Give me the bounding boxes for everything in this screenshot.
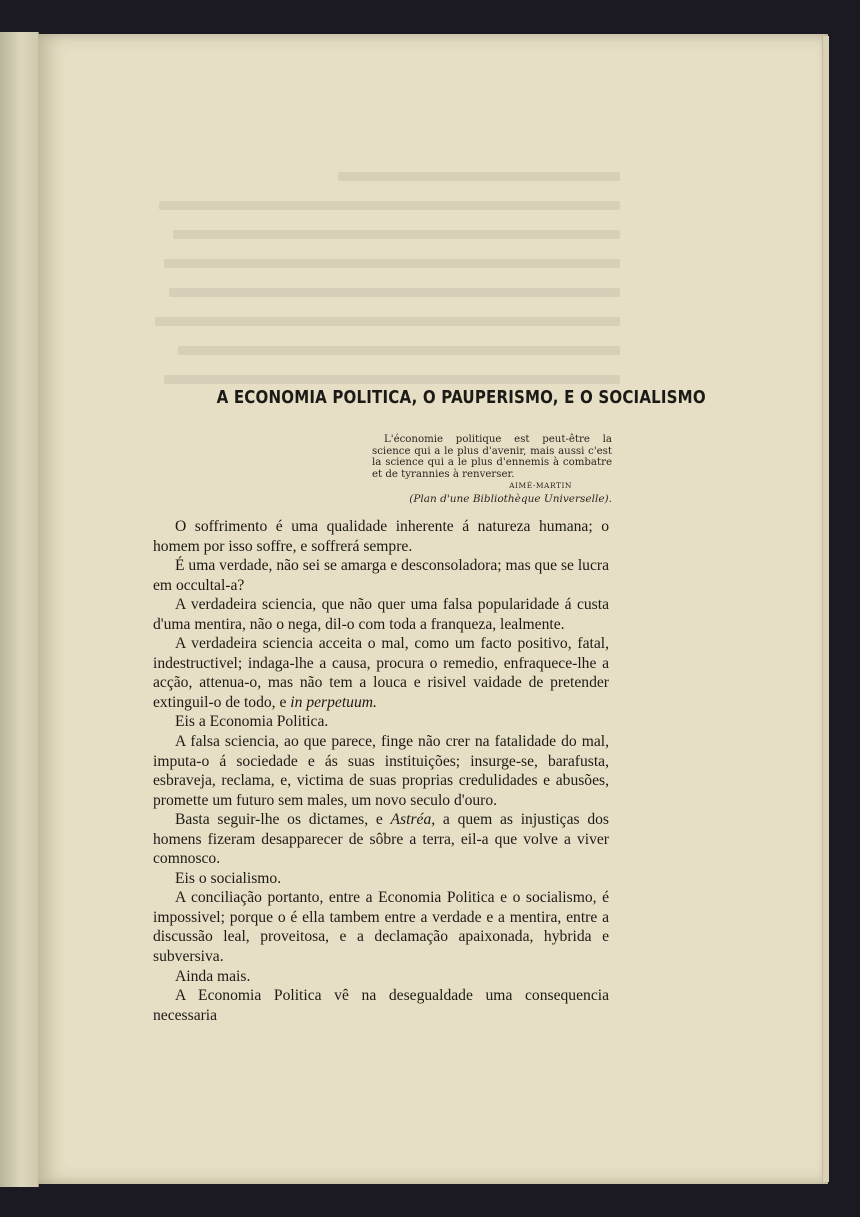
epigraph-source: (Plan d'une Bibliothèque Universelle). <box>409 492 612 505</box>
paragraph: Eis a Economia Politica. <box>175 713 329 731</box>
paragraph: A Economia Politica vê na desegualdade uma consequencia necessaria <box>153 987 609 1024</box>
paragraph-text: a quem as injustiças dos homens fizeram desapparecer de sôbre a terra, eil-a que volve a viver comnosco. <box>153 811 610 868</box>
left-page-edge <box>0 32 39 1187</box>
paragraph: É uma verdade, não sei se amarga e desconsoladora; mas que se lucra em occultal-a? <box>153 557 609 594</box>
italic-phrase: in perpetuum. <box>290 693 377 711</box>
article-body <box>153 517 609 1025</box>
epigraph-quote: L'économie politique est peut-être la science qui a le plus d'avenir, mais aussi c'est la science qui a le plus d'ennemis à combatre et de tyrannies à renverser. <box>372 434 612 480</box>
paragraph-text: Basta seguir-lhe os dictames, e <box>175 811 383 829</box>
paragraph: Ainda mais. <box>175 967 251 985</box>
paragraph: Eis o socialismo. <box>175 869 282 887</box>
paragraph <box>153 634 609 712</box>
epigraph <box>372 434 612 506</box>
paragraph <box>153 810 609 869</box>
italic-phrase: Astréa, <box>390 811 436 829</box>
page-fore-edge <box>822 36 829 1182</box>
article-title: A ECONOMIA POLITICA, O PAUPERISMO, E O SOCIALISMO <box>216 388 706 408</box>
paragraph: A falsa sciencia, ao que parece, finge não crer na fatalidade do mal, imputa-o á sociedade e ás suas instituições; insurge-se, barafusta, esbraveja, reclama, e, victima de suas proprias credulidades e abusões, promette um futuro sem males, um novo seculo d'ouro. <box>153 733 609 809</box>
paragraph-text: A verdadeira sciencia acceita o mal, como um facto positivo, fatal, indestructivel; indaga-lhe a causa, procura o remedio, enfraquece-lhe a acção, attenua-o, mas não tem a louca e risivel vaidade de pretender extinguil-o de todo, e <box>153 635 609 711</box>
paragraph: O soffrimento é uma qualidade inherente á natureza humana; o homem por isso soffre, e soffrerá sempre. <box>153 518 609 555</box>
epigraph-author: AIMÉ-MARTIN <box>509 481 572 491</box>
paragraph: A verdadeira sciencia, que não quer uma falsa popularidade á custa d'uma mentira, não o nega, dil-o com toda a franqueza, lealmente. <box>153 596 609 633</box>
paragraph: A conciliação portanto, entre a Economia Politica e o socialismo, é impossivel; porque o é ella tambem entre a verdade e a mentira, entre a discussão leal, proveitosa, e a declamação apaixonada, hybrida e subversiva. <box>153 889 609 966</box>
